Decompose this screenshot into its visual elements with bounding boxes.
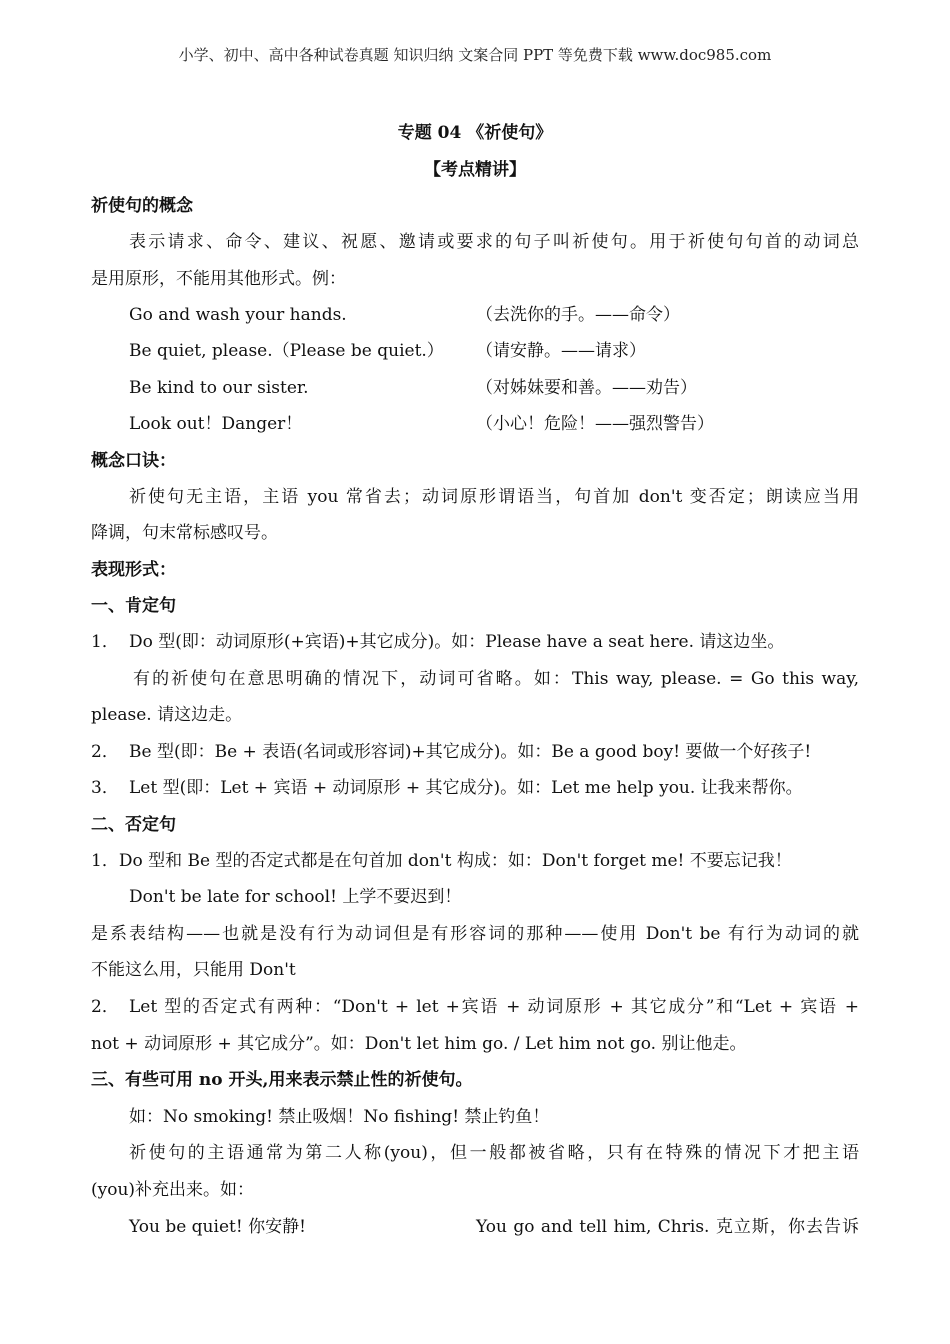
affirmative-item2: Be 型(即：Be + 表语(名词或形容词)+其它成分)。如：Be a good boy! 要做一个好孩子! (129, 742, 812, 762)
affirmative-heading: 一、肯定句 (91, 596, 176, 616)
page-title: 专题 04 《祈使句》 (397, 123, 553, 143)
example-zh-2: （请安静。——请求） (476, 341, 646, 361)
example-zh-1: （去洗你的手。——命令） (476, 305, 680, 325)
example-en-1: Go and wash your hands. (129, 305, 347, 325)
page-subtitle: 【考点精讲】 (424, 160, 526, 180)
subject-para-line1: 祈使句的主语通常为第二人称(you)，但一般都被省略，只有在特殊的情况下才把主语 (129, 1143, 859, 1163)
rhyme-heading: 概念口诀： (91, 451, 176, 471)
prohibition-heading: 三、有些可用 no 开头,用来表示禁止性的祈使句。 (91, 1070, 473, 1090)
negative-heading: 二、否定句 (91, 815, 176, 835)
affirmative-item2-number: 2． (91, 742, 119, 762)
page-header: 小学、初中、高中各种试卷真题 知识归纳 文案合同 PPT 等免费下载 www.doc985.com (178, 46, 772, 64)
concept-heading: 祈使句的概念 (91, 196, 193, 216)
rhyme-line2: 降调，句末常标感叹号。 (91, 523, 278, 543)
negative-item1-example: Don't be late for school! 上学不要迟到！ (129, 887, 462, 907)
example-en-2: Be quiet, please.（Please be quiet.） (129, 341, 444, 361)
negative-item2-number: 2． (91, 997, 119, 1017)
rhyme-line1: 祈使句无主语，主语 you 常省去；动词原形谓语当，句首加 don't 变否定；朗读应当用 (129, 487, 859, 507)
affirmative-item1-number: 1． (91, 632, 119, 652)
affirmative-item3: Let 型(即：Let + 宾语 + 动词原形 + 其它成分)。如：Let me help you. 让我来帮你。 (129, 778, 803, 798)
example-zh-3: （对姊妹要和善。——劝告） (476, 378, 697, 398)
example-en-3: Be kind to our sister. (129, 378, 309, 398)
subject-example-left: You be quiet! 你安静! (129, 1217, 306, 1237)
negative-note-line2: 不能这么用，只能用 Don't (91, 960, 296, 980)
negative-item2-line1: Let 型的否定式有两种：“Don't + let +宾语 + 动词原形 + 其它成分”和“Let + 宾语 + (129, 997, 859, 1017)
prohibition-example: 如：No smoking! 禁止吸烟！No fishing! 禁止钓鱼！ (129, 1107, 550, 1127)
affirmative-item1: Do 型(即：动词原形(+宾语)+其它成分)。如：Please have a seat here. 请这边坐。 (129, 632, 785, 652)
example-en-4: Look out！Danger！ (129, 414, 303, 434)
concept-para-line2: 是用原形，不能用其他形式。例： (91, 269, 346, 289)
subject-example-right: You go and tell him, Chris. 克立斯，你去告诉 (476, 1217, 859, 1237)
negative-note-line1: 是系表结构——也就是没有行为动词但是有形容词的那种——使用 Don't be 有行为动词的就 (91, 924, 859, 944)
affirmative-item3-number: 3． (91, 778, 119, 798)
concept-para-line1: 表示请求、命令、建议、祝愿、邀请或要求的句子叫祈使句。用于祈使句句首的动词总 (129, 232, 859, 252)
subject-para-line2: (you)补充出来。如： (91, 1180, 255, 1200)
negative-item2-line2: not + 动词原形 + 其它成分”。如：Don't let him go. / Let him not go. 别让他走。 (91, 1034, 747, 1054)
example-zh-4: （小心！危险！——强烈警告） (476, 414, 714, 434)
affirmative-note-line1: 有的祈使句在意思明确的情况下，动词可省略。如：This way, please. = Go this way, (133, 669, 859, 689)
affirmative-note-line2: please. 请这边走。 (91, 705, 243, 725)
forms-heading: 表现形式： (91, 560, 176, 580)
negative-item1: 1．Do 型和 Be 型的否定式都是在句首加 don't 构成：如：Don't forget me! 不要忘记我！ (91, 851, 792, 871)
